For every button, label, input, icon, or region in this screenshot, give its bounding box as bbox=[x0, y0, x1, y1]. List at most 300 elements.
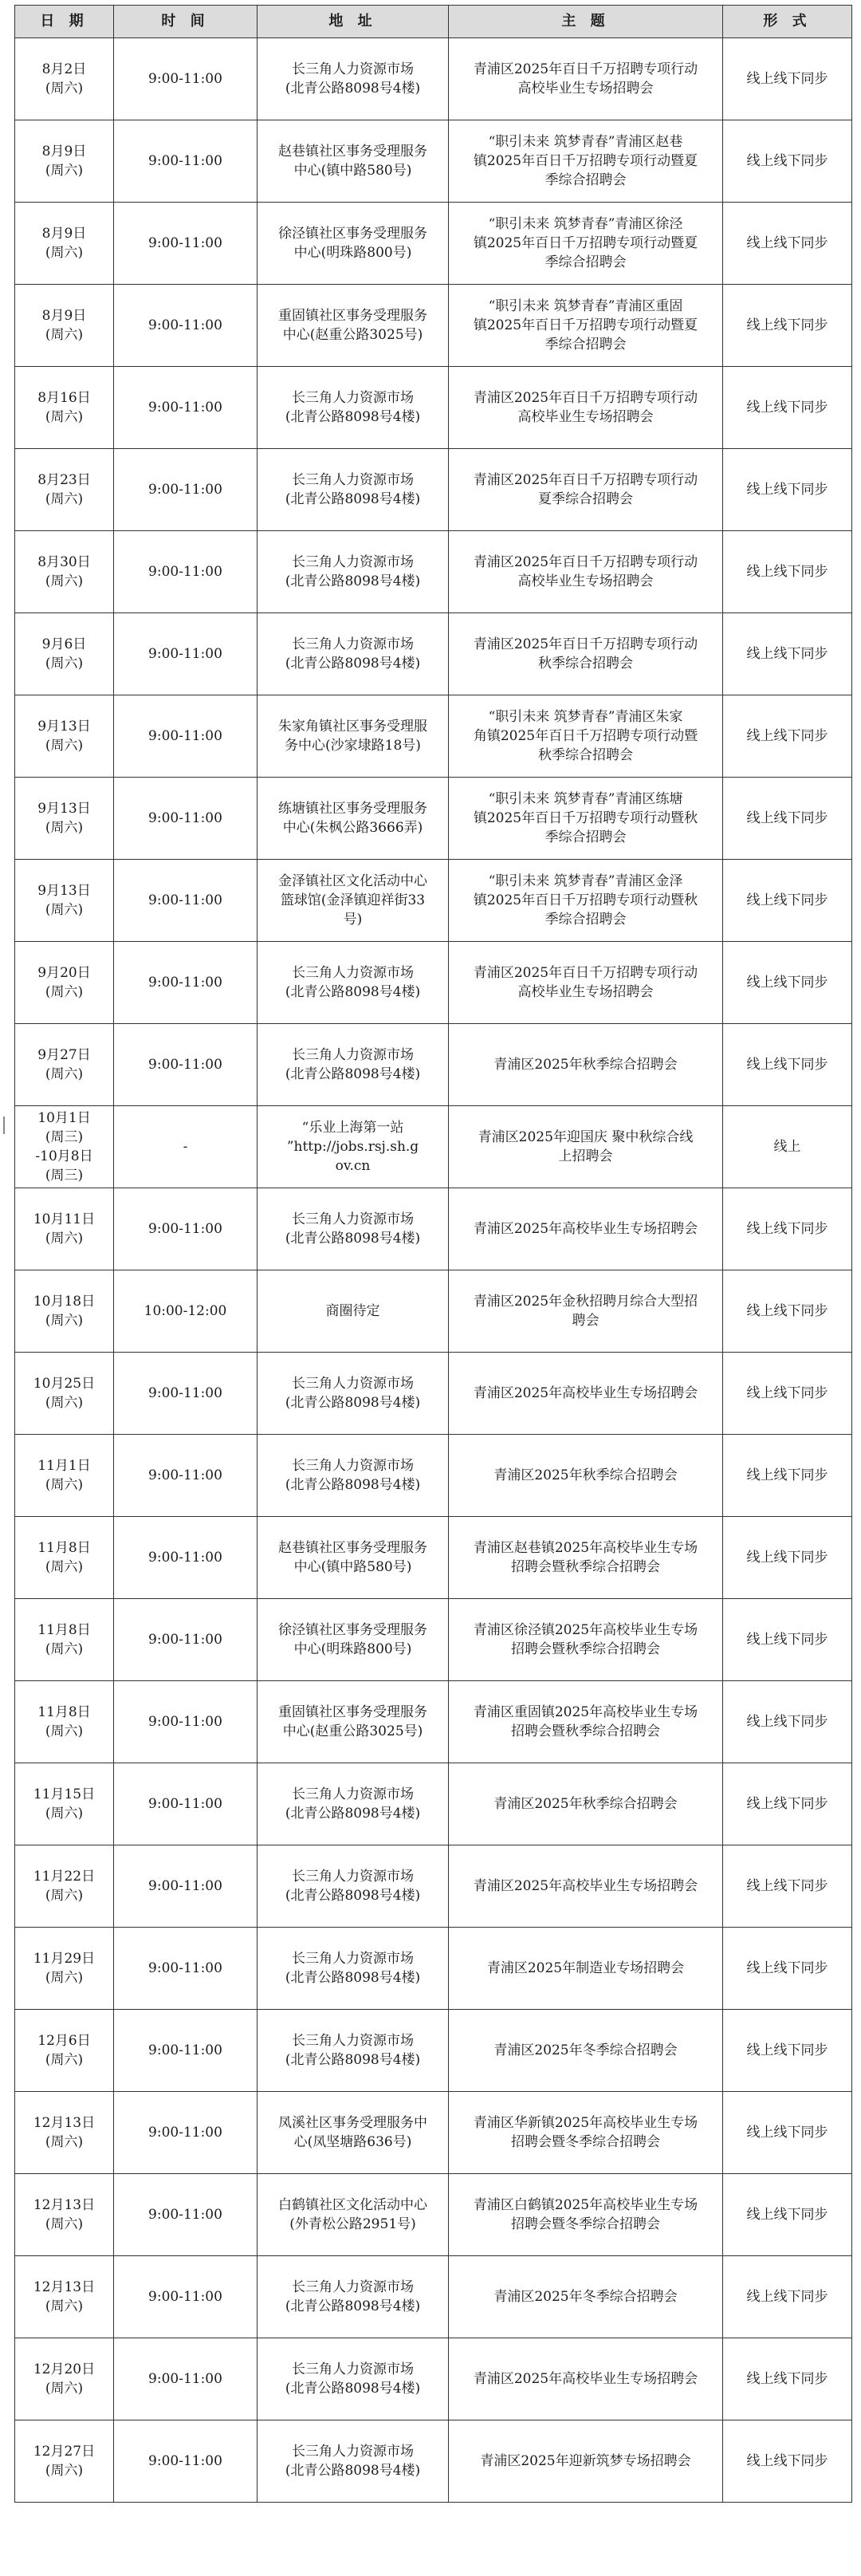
cell-format: 线上线下同步 bbox=[723, 1435, 852, 1517]
cell-address-line: 长三角人力资源市场 bbox=[292, 1786, 414, 1802]
cell-time: 9:00-11:00 bbox=[114, 860, 258, 942]
cell-date-line: (周六) bbox=[45, 1723, 84, 1739]
table-row bbox=[15, 120, 852, 203]
cell-format: 线上线下同步 bbox=[723, 367, 852, 449]
cell-format: 线上线下同步 bbox=[723, 1763, 852, 1845]
cell-time: 9:00-11:00 bbox=[114, 449, 258, 531]
cell-address bbox=[258, 1928, 449, 2010]
cell-date-line: 9月13日 bbox=[37, 801, 91, 817]
cell-topic-line: “职引未来 筑梦青春”青浦区徐泾 bbox=[488, 216, 683, 232]
cell-date-line: (周六) bbox=[45, 491, 84, 507]
cell-time: 9:00-11:00 bbox=[114, 2092, 258, 2174]
cell-topic-line: 镇2025年百日千万招聘专项行动暨秋 bbox=[473, 892, 698, 908]
cell-format: 线上线下同步 bbox=[723, 1024, 852, 1106]
cell-topic bbox=[449, 1188, 723, 1270]
cell-date-line: (周六) bbox=[45, 1641, 84, 1657]
cell-date bbox=[15, 1024, 114, 1106]
cell-date-line: 8月23日 bbox=[37, 472, 91, 488]
cell-topic bbox=[449, 1517, 723, 1599]
cell-date bbox=[15, 449, 114, 531]
cell-address-line: (北青公路8098号4楼) bbox=[285, 2381, 421, 2397]
cell-address bbox=[258, 449, 449, 531]
cell-date-line: (周六) bbox=[45, 2298, 84, 2314]
cell-address-line: 长三角人力资源市场 bbox=[292, 1376, 414, 1392]
cell-address-line: 长三角人力资源市场 bbox=[292, 2033, 414, 2049]
cell-topic-line: 镇2025年百日千万招聘专项行动暨夏 bbox=[473, 317, 698, 333]
cell-date-line: (周六) bbox=[45, 163, 84, 179]
cell-date-line: 8月9日 bbox=[41, 308, 87, 324]
cell-address-line: (北青公路8098号4楼) bbox=[285, 1477, 421, 1493]
cell-topic-line: 青浦区2025年秋季综合招聘会 bbox=[493, 1057, 678, 1073]
cell-topic bbox=[449, 2010, 723, 2092]
cell-topic-line: 角镇2025年百日千万招聘专项行动暨 bbox=[473, 728, 698, 744]
table-row bbox=[15, 38, 852, 120]
cell-address-line: 长三角人力资源市场 bbox=[292, 1047, 414, 1063]
cell-topic-line: 招聘会暨冬季综合招聘会 bbox=[511, 2134, 660, 2150]
cell-date-line: (周六) bbox=[45, 1231, 84, 1247]
cell-date-line: (周六) bbox=[45, 245, 84, 261]
cell-date-line: (周六) bbox=[45, 1888, 84, 1904]
cell-address-line: (外青松公路2951号) bbox=[289, 2216, 416, 2232]
cell-format: 线上线下同步 bbox=[723, 2420, 852, 2503]
cell-format: 线上线下同步 bbox=[723, 285, 852, 367]
cell-address-line: 长三角人力资源市场 bbox=[292, 1869, 414, 1885]
header-row bbox=[15, 6, 852, 38]
cell-topic-line: 聘会 bbox=[572, 1313, 600, 1329]
table-row bbox=[15, 695, 852, 778]
cell-address-line: 长三角人力资源市场 bbox=[292, 61, 414, 77]
cell-address-line: 长三角人力资源市场 bbox=[292, 1211, 414, 1227]
table-row bbox=[15, 203, 852, 285]
cell-topic-line: “职引未来 筑梦青春”青浦区重固 bbox=[488, 298, 683, 314]
cell-topic bbox=[449, 2420, 723, 2503]
cell-topic-line: 招聘会暨秋季综合招聘会 bbox=[511, 1723, 660, 1739]
cell-time: 9:00-11:00 bbox=[114, 2338, 258, 2420]
cell-address-line: 赵巷镇社区事务受理服务 bbox=[278, 144, 427, 160]
cell-address-line: 心(凤坚塘路636号) bbox=[293, 2134, 412, 2150]
cell-date bbox=[15, 1681, 114, 1763]
table-row bbox=[15, 531, 852, 613]
cell-date-line: 8月30日 bbox=[37, 554, 91, 570]
cell-date-line: 11月8日 bbox=[37, 1540, 91, 1556]
table-row bbox=[15, 2256, 852, 2338]
cell-date-line: (周六) bbox=[45, 81, 84, 97]
cell-address-line: 长三角人力资源市场 bbox=[292, 636, 414, 652]
table-row bbox=[15, 1928, 852, 2010]
cell-topic-line: 青浦区2025年百日千万招聘专项行动 bbox=[473, 636, 698, 652]
cell-time: - bbox=[114, 1106, 258, 1188]
cell-time: 9:00-11:00 bbox=[114, 1024, 258, 1106]
cell-address bbox=[258, 2420, 449, 2503]
cell-format: 线上线下同步 bbox=[723, 1845, 852, 1928]
cell-address bbox=[258, 2174, 449, 2256]
cell-format: 线上线下同步 bbox=[723, 1270, 852, 1353]
cell-address-line: 务中心(沙家埭路18号) bbox=[285, 738, 421, 754]
cell-address-line: (北青公路8098号4楼) bbox=[285, 491, 421, 507]
cell-time: 9:00-11:00 bbox=[114, 38, 258, 120]
cell-date-line: 11月1日 bbox=[37, 1458, 91, 1474]
cell-date-line: (周六) bbox=[45, 2381, 84, 2397]
cell-format: 线上线下同步 bbox=[723, 942, 852, 1024]
cell-topic bbox=[449, 285, 723, 367]
cell-date bbox=[15, 203, 114, 285]
cell-time: 9:00-11:00 bbox=[114, 2010, 258, 2092]
cell-address-line: 金泽镇社区文化活动中心 bbox=[278, 873, 427, 889]
cell-topic bbox=[449, 38, 723, 120]
cell-time: 9:00-11:00 bbox=[114, 778, 258, 860]
cell-address-line: (北青公路8098号4楼) bbox=[285, 1806, 421, 1822]
cell-topic-line: 镇2025年百日千万招聘专项行动暨夏 bbox=[473, 235, 698, 251]
cell-format: 线上线下同步 bbox=[723, 1353, 852, 1435]
cell-address-line: (北青公路8098号4楼) bbox=[285, 409, 421, 425]
cell-address bbox=[258, 860, 449, 942]
cell-address bbox=[258, 942, 449, 1024]
cell-address-line: 长三角人力资源市场 bbox=[292, 2279, 414, 2295]
cell-date-line: (周六) bbox=[45, 902, 84, 918]
cell-address-line: 长三角人力资源市场 bbox=[292, 554, 414, 570]
cell-address-line: 中心(明珠路800号) bbox=[293, 1641, 412, 1657]
cell-date bbox=[15, 2092, 114, 2174]
cell-date-line: 8月2日 bbox=[41, 61, 87, 77]
cell-format: 线上线下同步 bbox=[723, 2338, 852, 2420]
table-row bbox=[15, 1188, 852, 1270]
cell-topic bbox=[449, 860, 723, 942]
header-date: 日 期 bbox=[15, 6, 114, 38]
cell-address bbox=[258, 1845, 449, 1928]
cell-address-line: 重固镇社区事务受理服务 bbox=[278, 308, 427, 324]
cell-address-line: 商圈待定 bbox=[325, 1303, 380, 1319]
table-row bbox=[15, 1353, 852, 1435]
cell-date bbox=[15, 1188, 114, 1270]
cell-address-line: (北青公路8098号4楼) bbox=[285, 1395, 421, 1411]
cell-date-line: (周六) bbox=[45, 2134, 84, 2150]
job-fair-schedule-table bbox=[14, 5, 852, 2503]
table-row bbox=[15, 1599, 852, 1681]
table-row bbox=[15, 860, 852, 942]
table-row bbox=[15, 613, 852, 695]
cell-date-line: (周六) bbox=[45, 1313, 84, 1329]
cell-address bbox=[258, 1435, 449, 1517]
cell-address bbox=[258, 1270, 449, 1353]
cell-format: 线上线下同步 bbox=[723, 2092, 852, 2174]
table-row bbox=[15, 778, 852, 860]
cell-topic bbox=[449, 203, 723, 285]
cell-address bbox=[258, 1599, 449, 1681]
table-row bbox=[15, 285, 852, 367]
table-row bbox=[15, 1763, 852, 1845]
cell-date-line: 8月9日 bbox=[41, 226, 87, 242]
cell-date bbox=[15, 2174, 114, 2256]
header-time: 时 间 bbox=[114, 6, 258, 38]
cell-date-line: (周六) bbox=[45, 2216, 84, 2232]
cell-topic bbox=[449, 1599, 723, 1681]
cell-date bbox=[15, 2010, 114, 2092]
cell-topic bbox=[449, 1353, 723, 1435]
cell-topic-line: 镇2025年百日千万招聘专项行动暨秋 bbox=[473, 810, 698, 826]
cell-date bbox=[15, 285, 114, 367]
cell-address bbox=[258, 120, 449, 203]
cell-date-line: 11月8日 bbox=[37, 1622, 91, 1638]
cell-topic-line: 高校毕业生专场招聘会 bbox=[517, 81, 654, 97]
cell-topic-line: 秋季综合招聘会 bbox=[538, 656, 633, 672]
header-address: 地 址 bbox=[258, 6, 449, 38]
cell-topic-line: 青浦区2025年冬季综合招聘会 bbox=[493, 2289, 678, 2305]
cell-topic bbox=[449, 695, 723, 778]
cell-topic-line: “职引未来 筑梦青春”青浦区金泽 bbox=[488, 873, 683, 889]
cell-address-line: 白鹤镇社区文化活动中心 bbox=[278, 2197, 427, 2213]
cell-topic-line: 镇2025年百日千万招聘专项行动暨夏 bbox=[473, 153, 698, 169]
cell-topic-line: 招聘会暨秋季综合招聘会 bbox=[511, 1559, 660, 1575]
cell-address-line: 长三角人力资源市场 bbox=[292, 2361, 414, 2377]
cell-topic-line: 青浦区2025年迎新筑梦专场招聘会 bbox=[480, 2453, 691, 2469]
cell-topic-line: 秋季综合招聘会 bbox=[538, 747, 633, 763]
cell-date-line: 12月13日 bbox=[33, 2197, 96, 2213]
cell-date-line: (周六) bbox=[45, 820, 84, 836]
cell-topic-line: 季综合招聘会 bbox=[545, 254, 627, 270]
cell-address-line: 号) bbox=[343, 912, 363, 928]
cell-date-line: (周六) bbox=[45, 1395, 84, 1411]
cell-time: 9:00-11:00 bbox=[114, 942, 258, 1024]
cell-address-line: (北青公路8098号4楼) bbox=[285, 573, 421, 589]
cell-address-line: 徐泾镇社区事务受理服务 bbox=[278, 1622, 427, 1638]
cell-topic-line: 青浦区2025年高校毕业生专场招聘会 bbox=[473, 1221, 698, 1237]
cell-topic-line: 夏季综合招聘会 bbox=[538, 491, 633, 507]
cell-format: 线上线下同步 bbox=[723, 860, 852, 942]
cell-format: 线上线下同步 bbox=[723, 1681, 852, 1763]
cell-address-line: (北青公路8098号4楼) bbox=[285, 984, 421, 1000]
cell-topic-line: 季综合招聘会 bbox=[545, 912, 627, 928]
cell-address-line: (北青公路8098号4楼) bbox=[285, 2463, 421, 2479]
cell-topic-line: 季综合招聘会 bbox=[545, 172, 627, 188]
cell-address bbox=[258, 203, 449, 285]
table-row bbox=[15, 1106, 852, 1188]
cell-topic bbox=[449, 449, 723, 531]
scan-edge-mark bbox=[3, 1117, 5, 1134]
cell-date bbox=[15, 2420, 114, 2503]
cell-address-line: 中心(朱枫公路3666弄) bbox=[282, 820, 423, 836]
cell-format: 线上线下同步 bbox=[723, 2010, 852, 2092]
cell-format: 线上线下同步 bbox=[723, 778, 852, 860]
table-body bbox=[15, 38, 852, 2503]
cell-time: 9:00-11:00 bbox=[114, 203, 258, 285]
cell-topic bbox=[449, 1106, 723, 1188]
cell-topic-line: 招聘会暨冬季综合招聘会 bbox=[511, 2216, 660, 2232]
cell-topic bbox=[449, 2256, 723, 2338]
cell-address bbox=[258, 1024, 449, 1106]
cell-topic bbox=[449, 2174, 723, 2256]
cell-topic bbox=[449, 1681, 723, 1763]
cell-topic-line: 招聘会暨秋季综合招聘会 bbox=[511, 1641, 660, 1657]
table-row bbox=[15, 2092, 852, 2174]
cell-topic-line: 青浦区2025年高校毕业生专场招聘会 bbox=[473, 1878, 698, 1894]
table-row bbox=[15, 1024, 852, 1106]
cell-format: 线上线下同步 bbox=[723, 2174, 852, 2256]
cell-topic bbox=[449, 1928, 723, 2010]
cell-date-line: 12月6日 bbox=[37, 2033, 91, 2049]
cell-format: 线上线下同步 bbox=[723, 1517, 852, 1599]
cell-topic-line: 青浦区2025年百日千万招聘专项行动 bbox=[473, 61, 698, 77]
cell-topic bbox=[449, 778, 723, 860]
cell-address bbox=[258, 1681, 449, 1763]
cell-date bbox=[15, 860, 114, 942]
cell-date-line: (周六) bbox=[45, 656, 84, 672]
table-header bbox=[15, 6, 852, 38]
cell-time: 9:00-11:00 bbox=[114, 2256, 258, 2338]
cell-address-line: (北青公路8098号4楼) bbox=[285, 656, 421, 672]
cell-date bbox=[15, 531, 114, 613]
cell-date bbox=[15, 1928, 114, 2010]
cell-format: 线上线下同步 bbox=[723, 449, 852, 531]
cell-date-line: 12月27日 bbox=[33, 2444, 96, 2460]
cell-topic bbox=[449, 1435, 723, 1517]
cell-date bbox=[15, 1845, 114, 1928]
cell-date bbox=[15, 1599, 114, 1681]
cell-time: 9:00-11:00 bbox=[114, 1928, 258, 2010]
cell-date-line: (周六) bbox=[45, 409, 84, 425]
cell-address bbox=[258, 2338, 449, 2420]
cell-date bbox=[15, 1517, 114, 1599]
cell-address-line: 中心(明珠路800号) bbox=[293, 245, 412, 261]
header-format: 形 式 bbox=[723, 6, 852, 38]
cell-address bbox=[258, 367, 449, 449]
cell-address-line: (北青公路8098号4楼) bbox=[285, 2298, 421, 2314]
cell-address bbox=[258, 695, 449, 778]
cell-topic bbox=[449, 942, 723, 1024]
cell-format: 线上线下同步 bbox=[723, 613, 852, 695]
cell-topic-line: “职引未来 筑梦青春”青浦区赵巷 bbox=[488, 134, 683, 150]
cell-date-line: 10月25日 bbox=[33, 1376, 96, 1392]
cell-date-line: 11月8日 bbox=[37, 1704, 91, 1720]
cell-time: 9:00-11:00 bbox=[114, 695, 258, 778]
cell-address bbox=[258, 38, 449, 120]
cell-date bbox=[15, 38, 114, 120]
cell-topic-line: 季综合招聘会 bbox=[545, 829, 627, 845]
table-row bbox=[15, 2338, 852, 2420]
cell-date-line: 11月15日 bbox=[33, 1786, 96, 1802]
cell-topic bbox=[449, 1024, 723, 1106]
cell-date-line: 10月18日 bbox=[33, 1294, 96, 1310]
cell-time: 9:00-11:00 bbox=[114, 1353, 258, 1435]
cell-date bbox=[15, 695, 114, 778]
cell-topic-line: 季综合招聘会 bbox=[545, 337, 627, 353]
cell-topic bbox=[449, 120, 723, 203]
cell-time: 9:00-11:00 bbox=[114, 2174, 258, 2256]
cell-date-line: (周六) bbox=[45, 1066, 84, 1082]
cell-date bbox=[15, 1763, 114, 1845]
cell-address-line: 中心(镇中路580号) bbox=[293, 1559, 412, 1575]
table-row bbox=[15, 1845, 852, 1928]
table-row bbox=[15, 1270, 852, 1353]
cell-topic-line: 高校毕业生专场招聘会 bbox=[517, 984, 654, 1000]
cell-date-line: (周六) bbox=[45, 1970, 84, 1986]
cell-time: 9:00-11:00 bbox=[114, 1435, 258, 1517]
cell-address-line: 长三角人力资源市场 bbox=[292, 965, 414, 981]
table-row bbox=[15, 2010, 852, 2092]
cell-address-line: (北青公路8098号4楼) bbox=[285, 81, 421, 97]
cell-topic-line: 青浦区重固镇2025年高校毕业生专场 bbox=[473, 1704, 698, 1720]
cell-topic-line: 青浦区华新镇2025年高校毕业生专场 bbox=[473, 2115, 698, 2131]
cell-time: 9:00-11:00 bbox=[114, 285, 258, 367]
cell-address-line: 长三角人力资源市场 bbox=[292, 1951, 414, 1967]
cell-address-line: 长三角人力资源市场 bbox=[292, 472, 414, 488]
cell-topic bbox=[449, 367, 723, 449]
cell-date-line: (周六) bbox=[45, 1559, 84, 1575]
cell-topic-line: 青浦区2025年金秋招聘月综合大型招 bbox=[473, 1294, 698, 1310]
cell-date bbox=[15, 1106, 114, 1188]
cell-topic-line: 青浦区2025年百日千万招聘专项行动 bbox=[473, 472, 698, 488]
cell-topic-line: 青浦区2025年秋季综合招聘会 bbox=[493, 1467, 678, 1483]
cell-date-line: (周六) bbox=[45, 2463, 84, 2479]
cell-date bbox=[15, 1435, 114, 1517]
cell-date-line: 9月6日 bbox=[41, 636, 87, 652]
cell-date-line: 11月22日 bbox=[33, 1869, 96, 1885]
cell-topic bbox=[449, 2092, 723, 2174]
cell-date-line: (周六) bbox=[45, 984, 84, 1000]
cell-date-line: 8月9日 bbox=[41, 144, 87, 160]
cell-address-line: 凤溪社区事务受理服务中 bbox=[278, 2115, 427, 2131]
cell-date-line: 12月13日 bbox=[33, 2279, 96, 2295]
cell-topic bbox=[449, 613, 723, 695]
cell-time: 9:00-11:00 bbox=[114, 1681, 258, 1763]
cell-date-line: 12月20日 bbox=[33, 2361, 96, 2377]
cell-address bbox=[258, 613, 449, 695]
cell-format: 线上线下同步 bbox=[723, 1188, 852, 1270]
table-row bbox=[15, 2420, 852, 2503]
cell-date-line: -10月8日 bbox=[35, 1148, 93, 1164]
cell-date-line: (周六) bbox=[45, 573, 84, 589]
cell-date bbox=[15, 2338, 114, 2420]
cell-topic-line: 上招聘会 bbox=[558, 1148, 613, 1164]
cell-address-line: 练塘镇社区事务受理服务 bbox=[278, 801, 427, 817]
table-row bbox=[15, 942, 852, 1024]
cell-topic-line: 青浦区2025年百日千万招聘专项行动 bbox=[473, 390, 698, 406]
cell-time: 9:00-11:00 bbox=[114, 613, 258, 695]
cell-time: 9:00-11:00 bbox=[114, 1517, 258, 1599]
cell-topic-line: 青浦区2025年迎国庆 聚中秋综合线 bbox=[478, 1129, 694, 1145]
cell-address bbox=[258, 2092, 449, 2174]
cell-date-line: (周六) bbox=[45, 738, 84, 754]
cell-date-line: (周三) bbox=[45, 1129, 84, 1145]
cell-address-line: 中心(赵重公路3025号) bbox=[282, 1723, 423, 1739]
cell-time: 9:00-11:00 bbox=[114, 120, 258, 203]
cell-address bbox=[258, 1763, 449, 1845]
cell-date bbox=[15, 778, 114, 860]
cell-address bbox=[258, 778, 449, 860]
cell-date-line: 9月13日 bbox=[37, 883, 91, 899]
cell-address-line: ”http://jobs.rsj.sh.g bbox=[286, 1139, 419, 1155]
cell-date-line: 9月13日 bbox=[37, 719, 91, 735]
cell-topic bbox=[449, 1270, 723, 1353]
cell-topic-line: 青浦区2025年制造业专场招聘会 bbox=[486, 1960, 685, 1976]
cell-address-line: (北青公路8098号4楼) bbox=[285, 1888, 421, 1904]
cell-address-line: 长三角人力资源市场 bbox=[292, 1458, 414, 1474]
cell-date bbox=[15, 2256, 114, 2338]
cell-date-line: 9月20日 bbox=[37, 965, 91, 981]
cell-format: 线上线下同步 bbox=[723, 695, 852, 778]
cell-topic-line: 青浦区2025年秋季综合招聘会 bbox=[493, 1796, 678, 1812]
cell-address-line: 朱家角镇社区事务受理服 bbox=[278, 719, 427, 735]
cell-topic bbox=[449, 1845, 723, 1928]
cell-time: 9:00-11:00 bbox=[114, 1599, 258, 1681]
cell-date-line: 12月13日 bbox=[33, 2115, 96, 2131]
cell-topic-line: 青浦区2025年冬季综合招聘会 bbox=[493, 2042, 678, 2058]
cell-address bbox=[258, 1353, 449, 1435]
cell-topic-line: 青浦区2025年百日千万招聘专项行动 bbox=[473, 965, 698, 981]
cell-date bbox=[15, 367, 114, 449]
header-topic: 主 题 bbox=[449, 6, 723, 38]
cell-topic-line: 青浦区2025年高校毕业生专场招聘会 bbox=[473, 2371, 698, 2387]
cell-topic-line: 青浦区2025年高校毕业生专场招聘会 bbox=[473, 1385, 698, 1401]
